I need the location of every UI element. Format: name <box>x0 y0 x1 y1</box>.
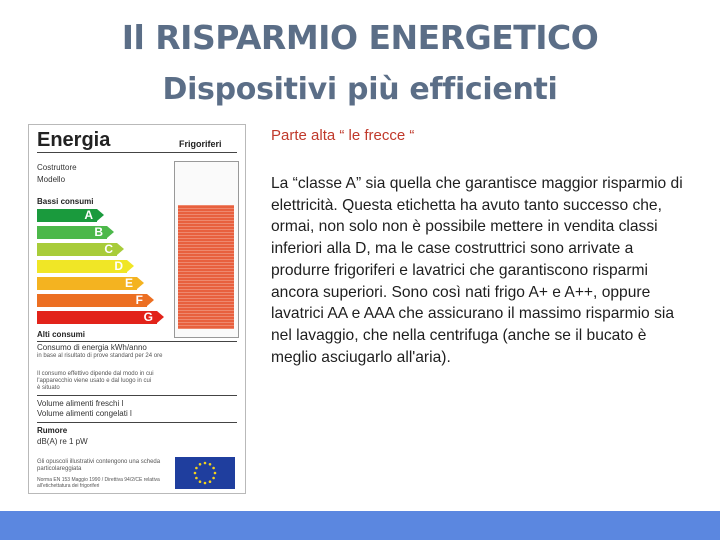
energy-label-appliance: Frigoriferi <box>179 139 222 149</box>
energy-class-bar-a <box>37 209 97 222</box>
high-consumption-label: Alti consumi <box>37 330 86 339</box>
energy-class-letter: A <box>84 208 93 222</box>
frozen-volume: Volume alimenti congelati l <box>37 409 132 418</box>
footer-bar <box>0 511 720 540</box>
divider <box>37 152 237 153</box>
leaflet-note: Gli opuscoli illustrativi contengono una scheda particolareggiata <box>37 459 161 472</box>
low-consumption-label: Bassi consumi <box>37 197 94 206</box>
noise-label: Rumore <box>37 426 68 435</box>
energy-class-letter: D <box>114 259 123 273</box>
energy-class-bar-d <box>37 260 127 273</box>
field-model: Modello <box>37 175 66 184</box>
arrow-tip-icon <box>107 226 114 238</box>
divider <box>37 422 237 423</box>
slide-subtitle: Dispositivi più efficienti <box>162 72 558 107</box>
eu-flag-icon <box>175 457 235 489</box>
norm-note: Norma EN 153 Maggio 1990 / Direttiva 94/2/CE relativa all'etichettatura dei frigoriferi <box>37 477 160 489</box>
energy-class-letter: F <box>135 293 143 307</box>
rating-indicator <box>178 205 234 329</box>
usage-note: Il consumo effettivo dipende dal modo in cui l'apparecchio viene usato e dal luogo in cui è situato <box>37 371 154 391</box>
energy-class-letter: B <box>94 225 103 239</box>
energy-class-letter: G <box>143 310 153 324</box>
energy-class-bar-e <box>37 277 137 290</box>
body-paragraph: La “classe A” sia quella che garantisce maggior risparmio di elettricità. Questa etichetta ha avuto tanto successo che, ormai, non solo non è possibile mettere in vendita classi inferiori alla D, ma le case costruttrici sono arrivate a produrre frigoriferi e lavatrici che garantiscono risparmi ancora superiori. Sono così nati frigo A+ e A++, oppure lavatrici AA e AAA che assicurano il massimo risparmio sia nel lavaggio, che nella centrifuga (anche se il bucato è meglio asciugarlo all'aria). <box>271 175 683 366</box>
arrow-tip-icon <box>97 209 104 221</box>
arrow-tip-icon <box>147 294 154 306</box>
consumption-note: in base al risultato di prove standard per 24 ore <box>37 353 163 359</box>
energy-class-letter: E <box>124 276 133 290</box>
eu-stars-icon <box>175 457 235 489</box>
energy-class-letter: C <box>104 242 113 256</box>
slide-title: Il RISPARMIO ENERGETICO <box>121 18 599 57</box>
field-manufacturer: Costruttore <box>37 163 77 172</box>
energy-class-bar-b <box>37 226 107 239</box>
energy-class-bar-g <box>37 311 157 324</box>
arrow-tip-icon <box>127 260 134 272</box>
energy-label-heading: Energia <box>37 129 111 151</box>
arrow-tip-icon <box>137 277 144 289</box>
consumption-line: Consumo di energia kWh/anno <box>37 343 147 352</box>
arrow-tip-icon <box>117 243 124 255</box>
energy-label-image <box>28 124 246 494</box>
energy-class-bar-f <box>37 294 147 307</box>
divider <box>37 341 237 342</box>
fresh-volume: Volume alimenti freschi l <box>37 399 124 408</box>
noise-value: dB(A) re 1 pW <box>37 437 88 446</box>
energy-class-bar-c <box>37 243 117 256</box>
section-heading: Parte alta “ le frecce “ <box>271 127 415 144</box>
divider <box>37 395 237 396</box>
arrow-tip-icon <box>157 311 164 323</box>
